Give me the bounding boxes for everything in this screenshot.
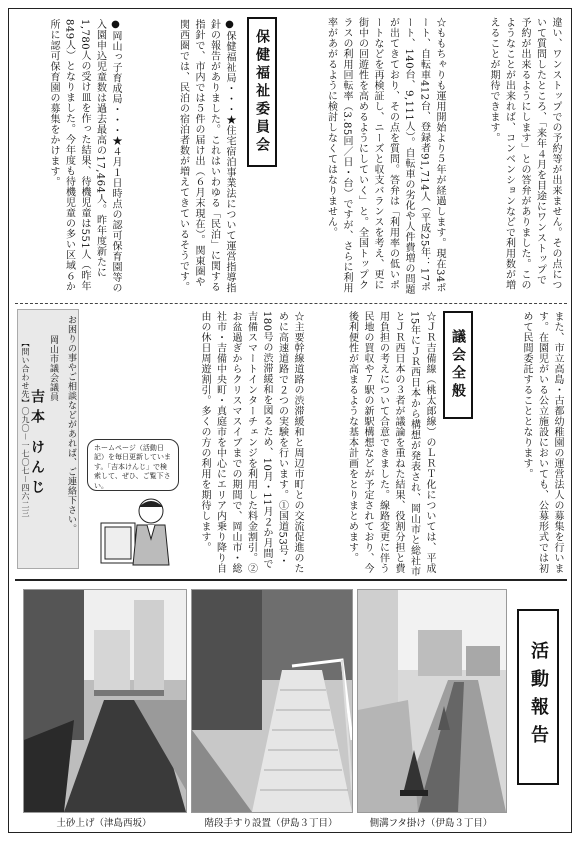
text-column-continuation: 違い、ワンストップでの予約等が出来ません。その点について質問したところ、「来年４月を目途にワンストップで予約が出来るようにします」との答弁がありました。このようなことが出来れば、コンベンションなどで利用数が増えることが期待できます。 [488, 17, 561, 290]
newsletter-page [8, 8, 572, 833]
text-column-jr-lrt: ☆ＪＲ吉備線（桃太郎線）のＬＲＴ化については、平成15年にＪＲ西日本から構想が発表され、岡山市と総社市とＪＲ西日本の３者が議論を重ねた結果、役割分担と費用負担の考えについて合意できました。線路変更に伴う民地の買収や７駅の新駅構想などが予定されており、今後利便性が高まるような基本計画をとりまとめます。 [346, 311, 435, 577]
photo-river [23, 589, 187, 813]
photo-street [357, 589, 507, 813]
caption-stairs: 階段手すり設置（伊島３丁目） [204, 818, 338, 829]
photo-stairs [191, 589, 353, 813]
divider-middle [15, 579, 567, 581]
text-column-kosodate: ●岡山っ子育成局・・・★４月１日時点の認可保育園等の入園申込児童数は過去最高の17,464人。昨年度新たに1,780人の受け皿を作った結果、待機児童は551人（昨年849人）となりました。今年度も待機児童の多い区域６か所に認可保育園の募集をかけます。 [48, 19, 121, 293]
caption-river: 土砂上げ（津島西坂） [56, 818, 152, 829]
river-icon [24, 590, 186, 812]
text-column-hoken: ●保健福祉局・・・★住宅宿泊事業法について運営指導指針の報告がありました。これはいわゆる「民泊」に関する指針で、市内では５件の届け出（６月末現在）。関東圏や関西圏では、民泊の宿泊者数が増えてきているそうです。 [177, 19, 235, 293]
profile-intro: お困りの事やご相談などがあれば、ご連絡下さい。 [66, 315, 76, 534]
text-column-highway: ☆主要幹線道路の渋滞緩和と周辺市町との交流促進のために高速道路で２つの実験を行います。①国道53号・180号の渋滞緩和を図るため、10月・11月２か月間で吉備スマートインターチェンジを利用した料金割引。②お盆過ぎからクリスマスイブまでの期間で、岡山市・総社市・吉備中央町・真庭市を中心にエリア内乗り降り自由の休日周遊割引。多くの方の利用を期待します。 [199, 311, 303, 574]
text-column-momochari: ☆ももちゃりも運用開始より５年が経過します。現在34ポート、自転車412台、登録者91,714人（平成25年：17ポート、140台、9,111人）。自転車の劣化や人件費増の問題が出てきており、その点を質問。答弁は「利用率の低いポートなどを再検証し、ニーズと収支バランスを考え、更に街中の回遊性を高めるようにしていく」と。全国トップクラスの利用回転率（3.85回／日・台）ですが、さらに利用率があがるように検討しなくてはなりません。 [325, 17, 445, 295]
stairs-icon [192, 590, 352, 812]
section-title-hoken: 保健福祉委員会 [247, 17, 277, 167]
street-icon [358, 590, 506, 812]
divider-top [15, 303, 567, 304]
section-title-gikai: 議会全般 [443, 311, 473, 419]
person-illustration-icon [99, 495, 179, 569]
activity-report-title: 活動報告 [517, 609, 559, 785]
text-column-kindergarten: また、市立高島・古都幼稚園の運営法人の募集を行います。在園児がいる公立施設においても、公募形式では初めて民間委託することとなります。 [521, 311, 563, 574]
profile-name: 吉本 けんじ [29, 389, 45, 500]
profile-contact: 【問い合わせ先】〇九〇－一七〇七－四六二三 [21, 339, 30, 518]
profile-role: 岡山市議会議員 [48, 335, 58, 402]
caption-street: 側溝フタ掛け（伊島３丁目） [369, 818, 493, 829]
homepage-bubble: ホームページ（活動日記）を毎日更新しています。「吉本けんじ」で検索して、ぜひ、ご覧下さい。 [87, 439, 179, 491]
